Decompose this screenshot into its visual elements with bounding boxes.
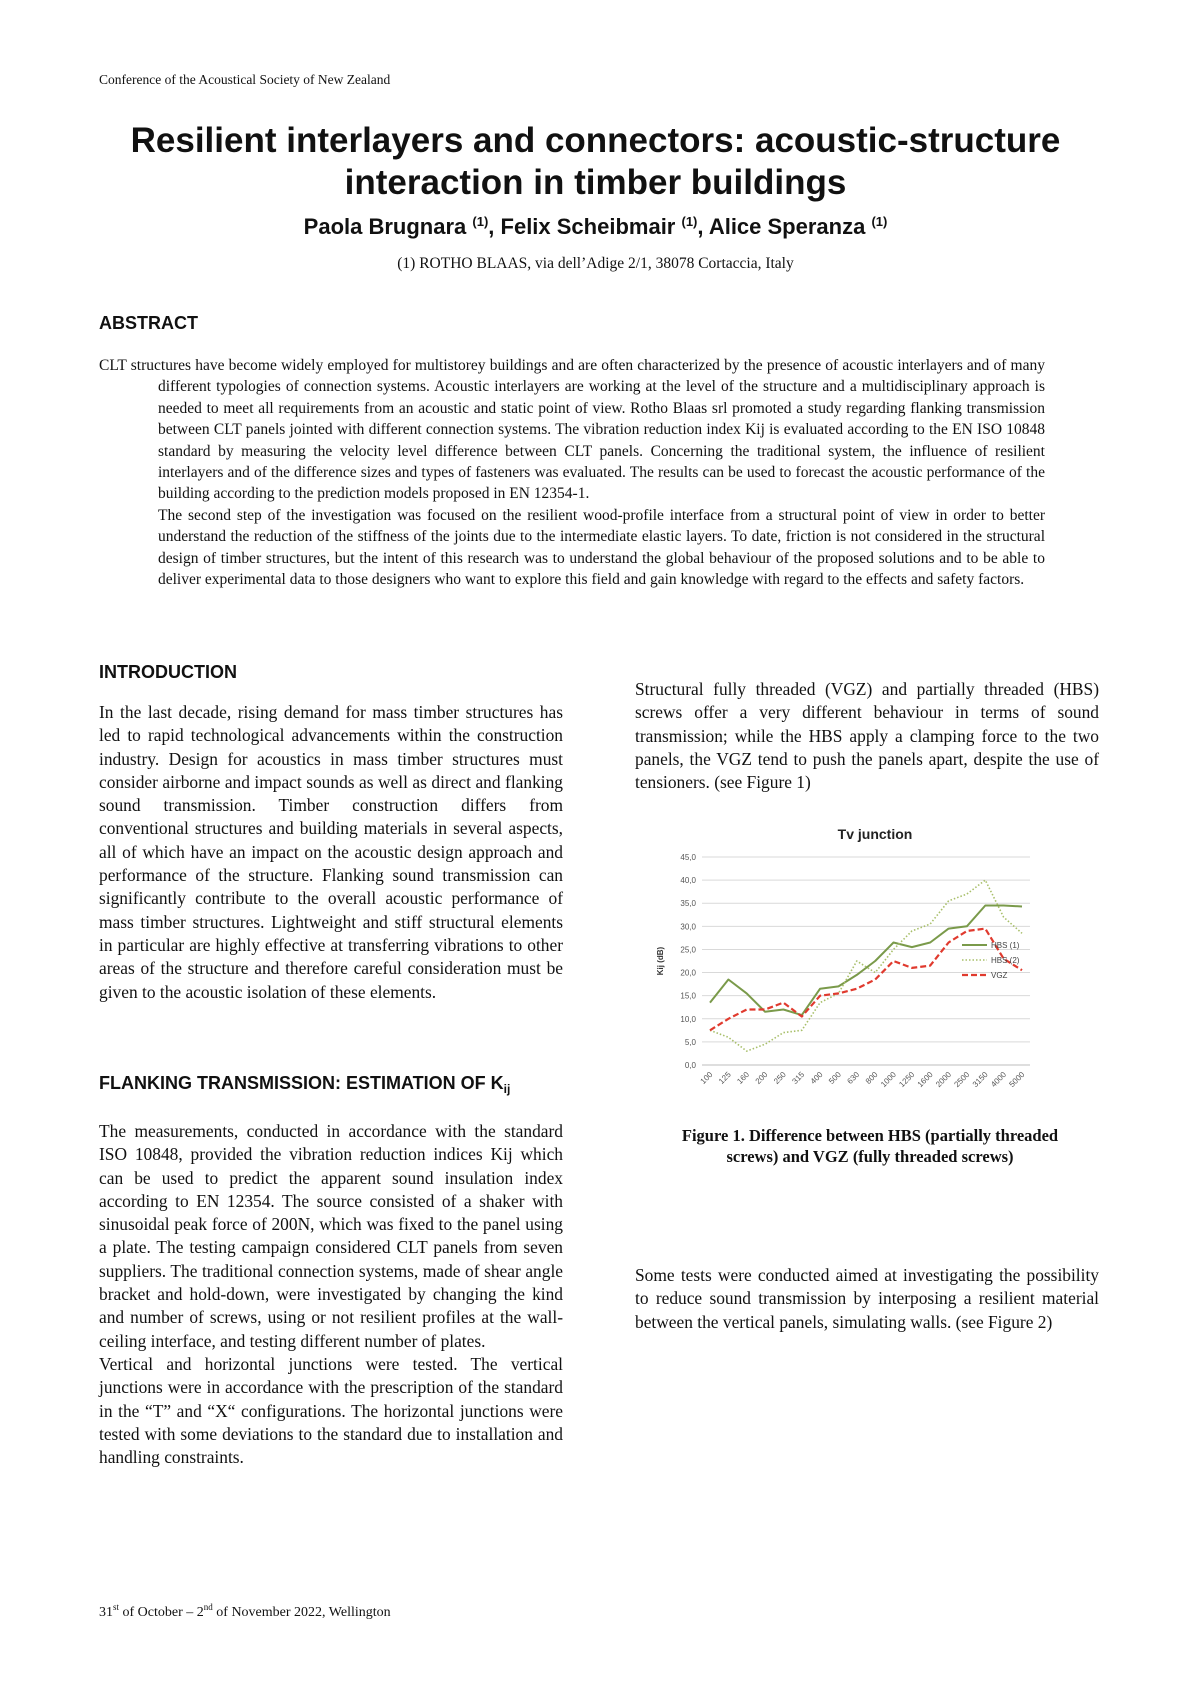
figure-1-caption: Figure 1. Difference between HBS (partially threaded screws) and VGZ (fully threaded screws): [681, 1126, 1059, 1166]
series-line: [710, 906, 1022, 1016]
flanking-heading-subscript: ij: [503, 1082, 511, 1096]
affiliation-mark: (1): [681, 214, 698, 229]
conference-header: Conference of the Acoustical Society of New Zealand: [99, 72, 391, 87]
x-tick-label: 200: [753, 1070, 770, 1086]
x-tick-label: 1250: [897, 1070, 917, 1089]
x-tick-label: 800: [863, 1070, 880, 1086]
chart-y-axis-label: Kij (dB): [656, 946, 665, 976]
right-paragraph-2: [635, 1264, 1099, 1334]
introduction-body: [99, 701, 563, 1004]
title-line-2: interaction in timber buildings: [344, 163, 847, 202]
y-tick-label: 40,0: [680, 876, 696, 886]
chart-title: Tv junction: [837, 826, 913, 842]
y-tick-label: 10,0: [680, 1014, 696, 1024]
y-tick-label: 15,0: [680, 991, 696, 1001]
page-footer: [99, 1602, 391, 1621]
flanking-body: [99, 1120, 563, 1469]
author-separator: ,: [488, 214, 501, 239]
author-name: Felix Scheibmair: [500, 214, 676, 239]
affiliation-mark: (1): [871, 214, 888, 229]
author-name: Paola Brugnara: [303, 214, 467, 239]
title-line-1: Resilient interlayers and connectors: acoustic-structure: [130, 121, 1061, 160]
footer-superscript: nd: [203, 1602, 213, 1612]
abstract-paragraph: The second step of the investigation was focused on the resilient wood-profile interface from a structural point of view in order to better understand the reduction of the stiffness of the joints due to the intermediate elastic layers. To date, friction is not considered in the structural design of timber structures, but the intent of this research was to understand the global behaviour of the proposed solutions and to be able to deliver experimental data to those designers who want to explore this field and gain knowledge with regard to the effects and safety factors.: [158, 506, 1045, 589]
x-tick-label: 5000: [1007, 1070, 1027, 1089]
flanking-heading: [99, 1073, 510, 1094]
series-line: [710, 929, 1022, 1031]
author-name: Alice Speranza: [708, 214, 866, 239]
y-tick-label: 25,0: [680, 945, 696, 955]
x-tick-label: 100: [698, 1070, 715, 1086]
body-paragraph: In the last decade, rising demand for mass timber structures has led to rapid technological advancements within the construction industry. Design for acoustics in mass timber structures must consider airborne and impact sounds as well as direct and flanking sound transmission. Timber construction differs from conventional structures and building materials in several aspects, all of which have an impact on the acoustic design approach and performance of the structure. Flanking sound transmission can significantly contribute to the overall acoustic performance of mass timber structures. Lightweight and stiff structural elements in particular are highly effective at transferring vibrations to other areas of the structure and therefore careful consideration must be given to the acoustic isolation of these elements.: [99, 702, 563, 1002]
y-tick-label: 35,0: [680, 899, 696, 909]
x-tick-label: 250: [772, 1070, 788, 1086]
abstract-paragraph: CLT structures have become widely employed for multistorey buildings and are often characterized by the presence of acoustic interlayers and of many different typologies of connection systems. Acoustic interlayers are working at the level of the structure and a multidisciplinary approach is needed to meet all requirements from an acoustic and static point of view. Rotho Blaas srl promoted a study regarding flanking transmission between CLT panels jointed with different connection systems. The vibration reduction index Kij is evaluated according to the EN ISO 10848 standard by measuring the velocity level difference between CLT panels. Concerning the traditional system, the influence of resilient interlayers and of the difference sizes and types of fasteners was evaluated. The results can be used to forecast the acoustic performance of the building according to the prediction models proposed in EN 12354-1.: [99, 357, 1045, 503]
y-tick-label: 5,0: [684, 1037, 696, 1047]
chart-series-group: [710, 880, 1022, 1051]
y-tick-label: 45,0: [680, 853, 696, 862]
legend-label: VGZ: [991, 971, 1008, 980]
x-tick-label: 3150: [970, 1070, 990, 1089]
chart-y-ticks: [680, 853, 696, 1070]
x-tick-label: 630: [845, 1070, 862, 1086]
chart-grid: [702, 857, 1030, 1065]
body-paragraph: The measurements, conducted in accordance with the standard ISO 10848, provided the vibration reduction indices Kij which can be used to predict the apparent sound insulation index according to EN 12354. The source consisted of a shaker with sinusoidal peak force of 200N, which was fixed to the panel using a plate. The testing campaign considered CLT panels from seven suppliers. The traditional connection systems, made of shear angle bracket and hold-down, were investigated by changing the kind and number of screws, using or not resilient profiles at the wall-ceiling interface, and testing different number of plates.: [99, 1121, 563, 1351]
legend-label: HBS (1): [991, 941, 1020, 950]
flanking-heading-text: FLANKING TRANSMISSION: ESTIMATION OF K: [99, 1073, 504, 1093]
x-tick-label: 1000: [878, 1070, 898, 1089]
author-separator: ,: [697, 214, 709, 239]
affiliation-mark: (1): [472, 214, 489, 229]
footer-text: of November 2022, Wellington: [212, 1605, 391, 1620]
abstract-body: [99, 355, 1045, 590]
legend-label: HBS (2): [991, 956, 1020, 965]
chart-legend: [962, 941, 1020, 980]
footer-text: of October – 2: [119, 1605, 204, 1620]
x-tick-label: 4000: [989, 1070, 1009, 1089]
body-paragraph: Some tests were conducted aimed at investigating the possibility to reduce sound transmission by interposing a resilient material between the vertical panels, simulating walls. (see Figure 2): [635, 1265, 1099, 1332]
affiliation: (1) ROTHO BLAAS, via dell’Adige 2/1, 38078 Cortaccia, Italy: [397, 255, 794, 272]
abstract-heading: ABSTRACT: [99, 313, 198, 333]
footer-superscript: st: [113, 1602, 120, 1612]
x-tick-label: 2500: [952, 1070, 972, 1089]
series-line: [710, 880, 1022, 1051]
paper-title: [90, 120, 1101, 204]
chart-x-ticks: [699, 1070, 1027, 1089]
right-paragraph-1: [635, 678, 1099, 794]
footer-text: 31: [99, 1605, 113, 1620]
x-tick-label: 315: [790, 1070, 807, 1086]
introduction-heading: INTRODUCTION: [99, 662, 237, 682]
body-paragraph: Vertical and horizontal junctions were tested. The vertical junctions were in accordance with the prescription of the standard in the “T” and “X“ configurations. The horizontal junctions were tested with some deviations to the standard due to installation and handling constraints.: [99, 1353, 563, 1468]
author-list: [90, 214, 1101, 240]
x-tick-label: 500: [827, 1070, 843, 1086]
x-tick-label: 400: [808, 1070, 825, 1086]
x-tick-label: 2000: [934, 1070, 954, 1089]
y-tick-label: 0,0: [684, 1061, 696, 1070]
tv-junction-chart: [640, 820, 1090, 1090]
x-tick-label: 160: [735, 1070, 752, 1086]
body-paragraph: Structural fully threaded (VGZ) and partially threaded (HBS) screws offer a very different behaviour in terms of sound transmission; while the HBS apply a clamping force to the two panels, the VGZ tend to push the panels apart, despite the use of tensioners. (see Figure 1): [635, 679, 1099, 793]
x-tick-label: 125: [716, 1070, 733, 1086]
y-tick-label: 20,0: [680, 968, 696, 978]
x-tick-label: 1600: [915, 1070, 935, 1089]
y-tick-label: 30,0: [680, 922, 696, 932]
